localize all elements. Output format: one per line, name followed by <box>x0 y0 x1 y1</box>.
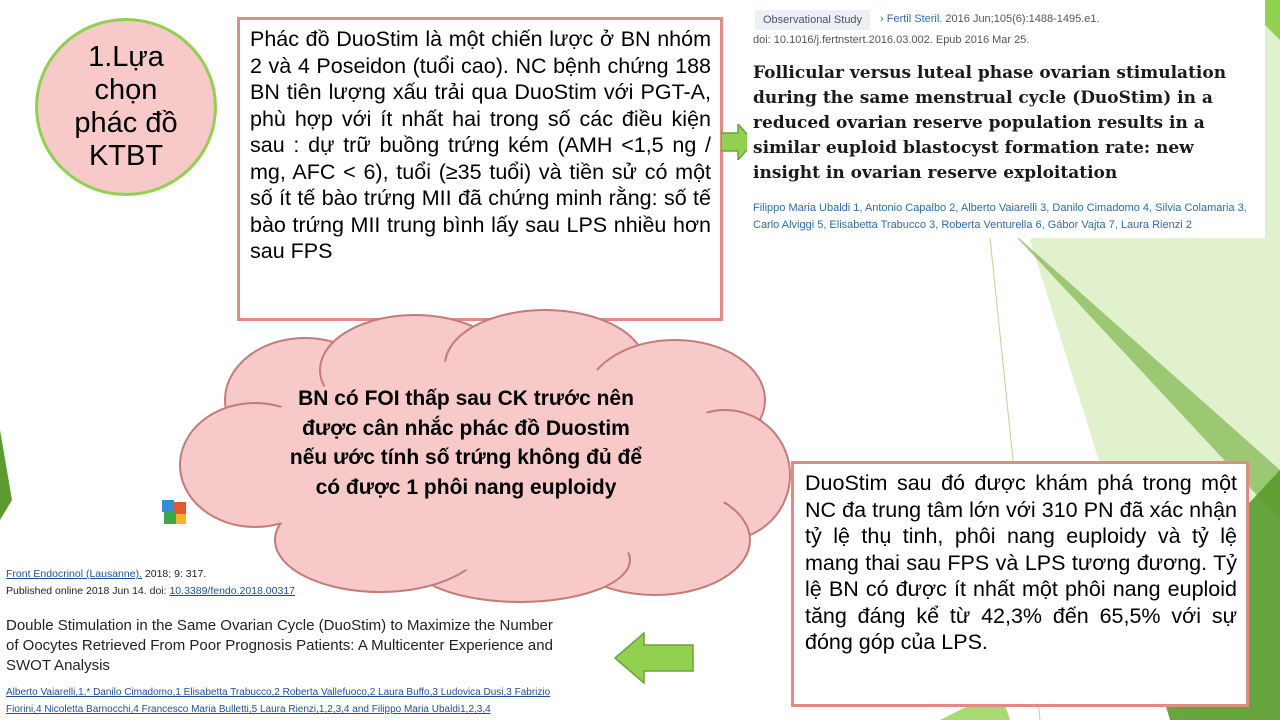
paper2-title: Double Stimulation in the Same Ovarian Cycle (DuoStim) to Maximize the Number of Oocytes Retrieved From Poor Prognosis Patients: A Multicenter Experience and SWOT Analysis <box>6 617 553 674</box>
paper2-doi-link[interactable]: 10.3389/fendo.2018.00317 <box>169 585 296 597</box>
paper1-title: Follicular versus luteal phase ovarian stimulation during the same menstrual cycle (DuoStim) in a reduced ovarian reserve population results in a similar euploid blastocyst formation rate: new insight in ovarian reserve exploitation <box>753 63 1227 183</box>
paper2-citation <box>6 566 295 600</box>
study-type-badge: Observational Study <box>755 10 870 30</box>
paper2-citation-detail: 2018; 9: 317. <box>142 568 207 580</box>
journal-logo-icon <box>160 498 190 530</box>
summary-box-top <box>237 17 723 321</box>
paper1-citation-detail: 2016 Jun;105(6):1488-1495.e1. <box>942 13 1100 25</box>
slide-title <box>35 18 217 196</box>
paper2-authors[interactable]: Alberto Vaiarelli,1,* Danilo Cimadomo,1 Elisabetta Trabucco,2 Roberta Vallefuoco,2 Laura Buffo,3 Ludovica Dusi,3 Fabrizio Fiorini,4 Nicoletta Barnocchi,4 Francesco Maria Bulletti,5 Laura Rienzi,1,2,3,4 and Filippo Maria Ubaldi1,2,3,4 <box>6 687 551 715</box>
arrow-left-icon <box>614 632 694 684</box>
paper1-authors[interactable]: Filippo Maria Ubaldi 1, Antonio Capalbo 2, Alberto Vaiarelli 3, Danilo Cimadomo 4, Silvia Colamaria 3, Carlo Alviggi 5, Elisabetta Trabucco 3, Roberta Venturella 6, Gábor Vajta 7, Laura Rienzi 2 <box>753 202 1247 231</box>
summary-box-bottom <box>791 461 1249 707</box>
paper2-published: Published online 2018 Jun 14. doi: <box>6 585 170 597</box>
paper2-journal-link[interactable]: Front Endocrinol (Lausanne). <box>6 568 142 580</box>
slide-title-text: 1.Lựa chọn phác đồ KTBT <box>74 41 178 172</box>
paper1-citation: › Fertil Steril. 2016 Jun;105(6):1488-1495.e1. <box>880 13 1100 25</box>
paper1-journal-link[interactable]: Fertil Steril. <box>886 13 943 25</box>
callout-text: BN có FOI thấp sau CK trước nên được cân nhắc phác đồ Duostim nếu ước tính số trứng không đủ để có được 1 phôi nang euploidy <box>289 387 643 499</box>
paper1-doi: doi: 10.1016/j.fertnstert.2016.03.002. Epub 2016 Mar 25. <box>753 34 1030 46</box>
summary-top-text: Phác đồ DuoStim là một chiến lược ở BN nhóm 2 và 4 Poseidon (tuổi cao). NC bệnh chứng 188 BN tiên lượng xấu trải qua DuoStim với PGT-A, phù hợp với ít nhất hai trong số các điều kiện sau : dự trữ buồng trứng kém (AMH <1,5 ng / mg, AFC < 6), tuổi (≥35 tuổi) và tiền sử có một số ít tế bào trứng MII đã chứng minh rằng: số tế bào trứng MII trung bình lấy sau LPS nhiều hơn sau FPS <box>250 27 711 263</box>
summary-bottom-text: DuoStim sau đó được khám phá trong một NC đa trung tâm lớn với 310 PN đã xác nhận tỷ lệ thụ tinh, phôi nang euploidy và tỷ lệ mang thai sau FPS và LPS tương đương. Tỷ lệ BN có được ít nhất một phôi nang euploid tăng đáng kể từ 42,3% đến 65,5% với sự đóng góp của LPS. <box>805 471 1237 654</box>
